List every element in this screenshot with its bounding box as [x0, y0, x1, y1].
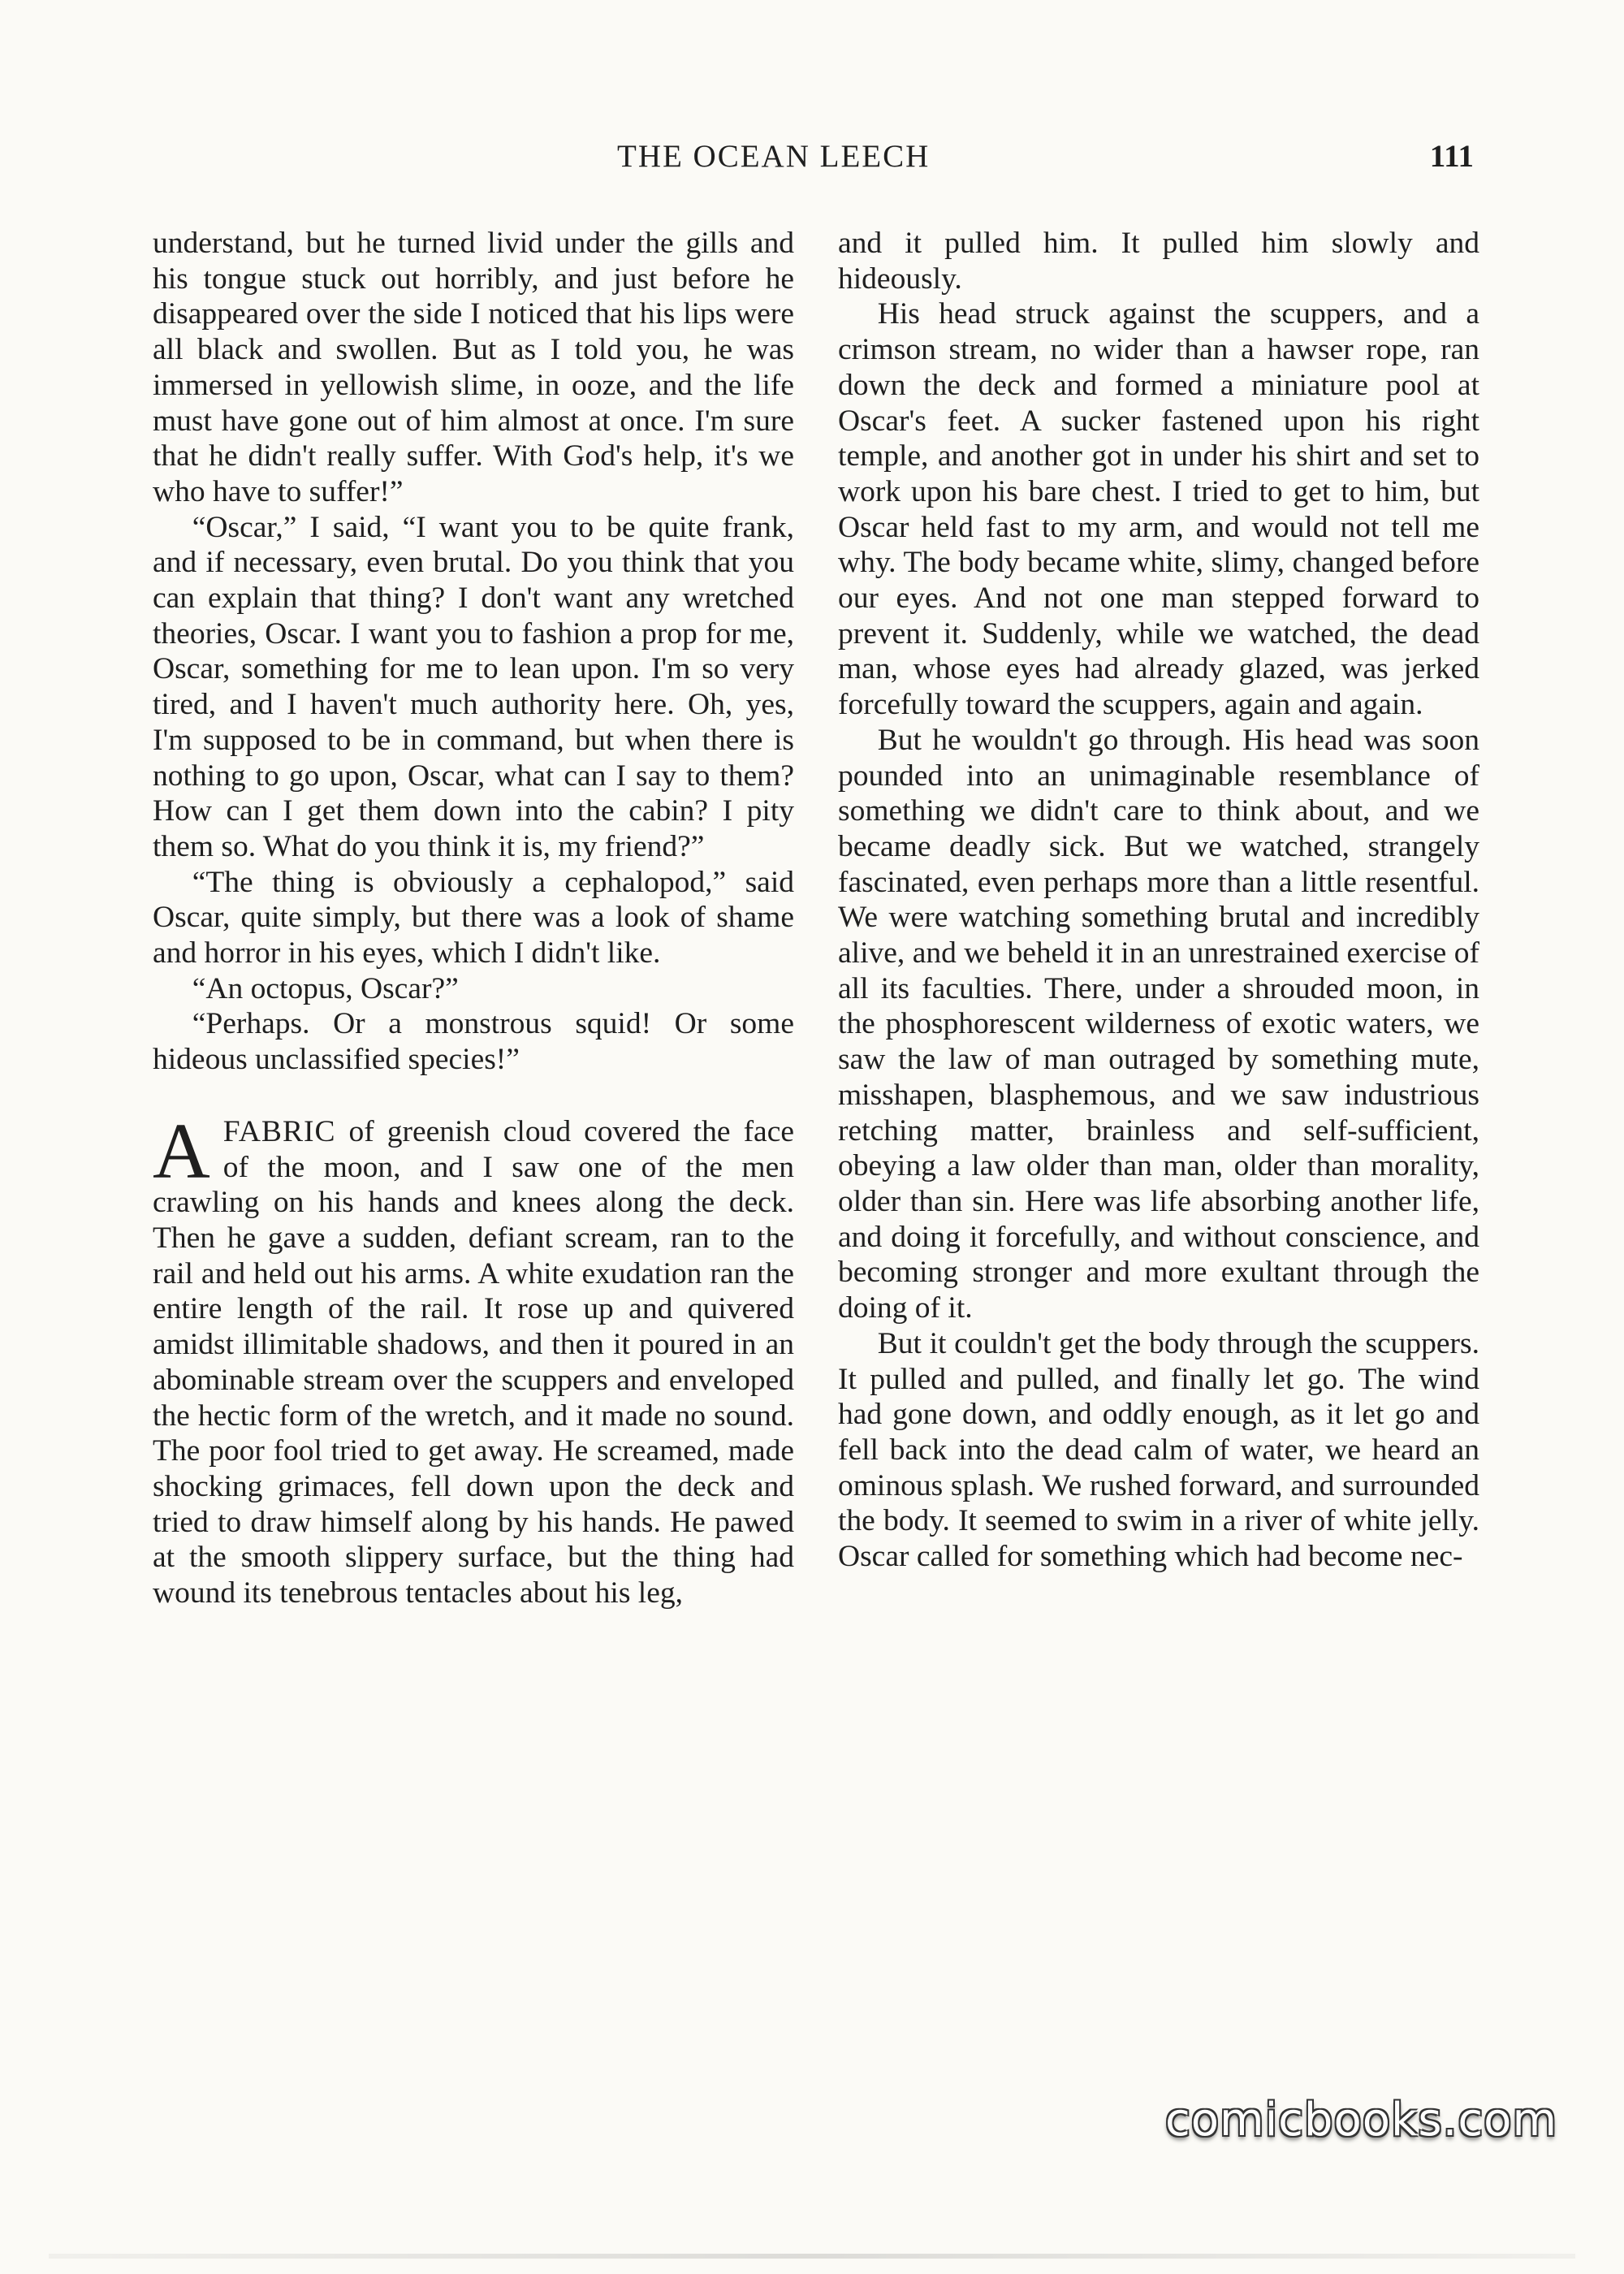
- page-number: 111: [1429, 139, 1474, 174]
- left-column: [153, 226, 794, 1611]
- paragraph-continuation: understand, but he turned livid under the gills and his tongue stuck out horribly, and just before he disappeared over the side I noticed that his lips were all black and swollen. But as I told you, he was immersed in yellowish slime, in ooze, and the life must have gone out of him almost at once. I'm sure that he didn't really suffer. With God's help, it's we who have to suffer!”: [153, 227, 794, 508]
- paragraph: “Perhaps. Or a monstrous squid! Or some hideous unclassified species!”: [153, 1007, 794, 1077]
- page-edge-shadow: [49, 2254, 1575, 2259]
- paragraph-text: of greenish cloud covered the face of the moon, and I saw one of the men crawling on his hands and knees along the deck. Then he gave a sudden, defiant scream, ran to the rail and held out his arms. A white exudation ran the entire length of the rail. It rose up and quivered amidst illimitable shadows, and then it poured in an abominable stream over the scuppers and enveloped the hectic form of the wretch, and it made no sound. The poor fool tried to get away. He screamed, made shocking grimaces, fell down upon the deck and tried to draw himself along by his hands. He pawed at the smooth slippery surface, but the thing had wound its tenebrous tentacles about his leg,: [153, 1114, 794, 1610]
- small-caps-lead: FABRIC: [222, 1114, 336, 1148]
- paragraph-continuation: and it pulled him. It pulled him slowly and hideously.: [838, 227, 1479, 296]
- paragraph: “An octopus, Oscar?”: [192, 971, 459, 1005]
- paragraph: “Oscar,” I said, “I want you to be quite frank, and if necessary, even brutal. Do you think that you can explain that thing? I don't want any wretched theories, Oscar. I want you to fashion a prop for me, Oscar, something for me to lean upon. I'm so very tired, and I haven't much authority here. Oh, yes, I'm supposed to be in command, but when there is nothing to go upon, Oscar, what can I say to them? How can I get them down into the cabin? I pity them so. What do you think it is, my friend?”: [153, 510, 794, 863]
- watermark-logo: comicbooks.com: [1164, 2094, 1557, 2146]
- paragraph: His head struck against the scuppers, and a crimson stream, no wider than a hawser rope, ran down the deck and formed a miniature pool at Oscar's feet. A sucker fastened upon his right temple, and another got in under his shirt and set to work upon his bare chest. I tried to get to him, but Oscar held fast to my arm, and would not tell me why. The body became white, slimy, changed before our eyes. And not one man stepped forward to prevent it. Suddenly, while we watched, the dead man, whose eyes had already glazed, was jerked forcefully toward the scuppers, again and again.: [838, 297, 1479, 722]
- paragraph: “The thing is obviously a cephalopod,” said Oscar, quite simply, but there was a look of shame and horror in his eyes, which I didn't like.: [153, 865, 794, 971]
- paragraph: But he wouldn't go through. His head was soon pounded into an unimaginable resemblance of something we didn't care to think about, and we became deadly sick. But we watched, strangely fascinated, even perhaps more than a little resentful. We were watching something brutal and incredibly alive, and we beheld it in an unrestrained exercise of all its faculties. There, under a shrouded moon, in the phosphorescent wilderness of exotic waters, we saw the law of man outraged by something mute, misshapen, blasphemous, and we saw industrious retching matter, brainless and self-sufficient, obeying a law older than man, older than morality, older than sin. Here was life absorbing another life, and doing it forcefully, and without conscience, and becoming stronger and more exultant through the doing of it.: [838, 723, 1479, 1325]
- section-break: [153, 1078, 794, 1114]
- section-opening-paragraph: [153, 1107, 794, 1611]
- drop-cap: A: [153, 1107, 210, 1195]
- right-column: [838, 226, 1479, 1575]
- page-header: [154, 138, 1474, 187]
- running-title: THE OCEAN LEECH: [617, 139, 931, 174]
- paragraph: But it couldn't get the body through the scuppers. It pulled and pulled, and finally let go. The wind had gone down, and oddly enough, as it let go and fell back into the dead calm of water, we heard an ominous splash. We rushed forward, and surrounded the body. It seemed to swim in a river of white jelly. Oscar called for something which had become nec-: [838, 1326, 1479, 1574]
